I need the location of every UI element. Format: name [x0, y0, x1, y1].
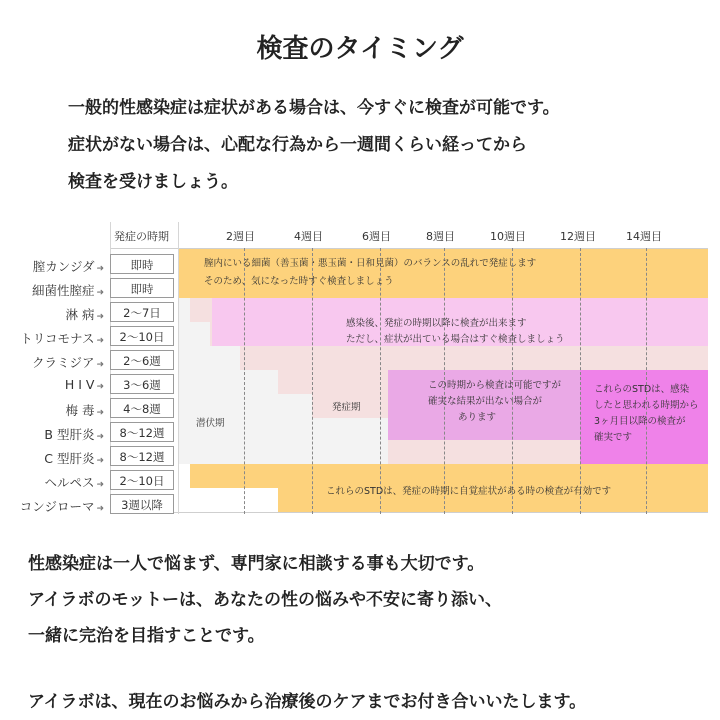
grid-line	[110, 248, 708, 249]
disease-label: H I V ➜	[64, 377, 104, 392]
onset-box: 8〜12週	[110, 446, 174, 466]
std-note: 確実です	[594, 432, 633, 443]
intro-line-3: 検査を受けましょう。	[68, 172, 238, 192]
arrow-icon: ➜	[96, 288, 104, 298]
disease-label: 膣カンジダ ➜	[32, 259, 104, 274]
page-title: 検査のタイミング	[256, 34, 464, 64]
onset-box: 8〜12週	[110, 422, 174, 442]
outro-line-4: アイラボは、現在のお悩みから治療後のケアまでお付き合いいたします。	[28, 692, 587, 712]
disease-label: 梅 毒 ➜	[65, 403, 104, 418]
disease-label: B 型肝炎 ➜	[44, 427, 104, 442]
onset-box: 即時	[110, 254, 174, 274]
onset-box: 2〜10日	[110, 326, 174, 346]
intro-line-2: 症状がない場合は、心配な行為から一週間くらい経ってから	[68, 135, 527, 155]
onset-box: 即時	[110, 278, 174, 298]
week-label: 8週目	[426, 230, 455, 243]
symptom-note: これらのSTDは、発症の時期に自覚症状がある時の検査が有効です	[326, 486, 612, 497]
uncertain-note: 確実な結果が出ない場合が	[428, 396, 543, 407]
onset-period-label: 発症期	[332, 402, 361, 413]
std-note: したと思われる時期から	[594, 400, 699, 411]
onset-box: 2〜6週	[110, 350, 174, 370]
week-line-12	[580, 248, 581, 514]
week-label: 4週目	[294, 230, 323, 243]
bacteria-note: 膣内にいる細菌（善玉菌・悪玉菌・日和見菌）のバランスの乱れで発症します	[204, 258, 537, 269]
onset-box: 2〜7日	[110, 302, 174, 322]
uncertain-note: この時期から検査は可能ですが	[428, 380, 562, 391]
outro-line-2: アイラボのモットーは、あなたの性の悩みや不安に寄り添い、	[28, 590, 502, 610]
disease-label: C 型肝炎 ➜	[44, 451, 104, 466]
week-label: 12週目	[560, 230, 596, 243]
arrow-icon: ➜	[96, 504, 104, 514]
bacteria-note: そのため、気になった時すぐ検査しましょう	[204, 276, 394, 287]
week-line-14	[646, 248, 647, 514]
week-label: 10週目	[490, 230, 526, 243]
onset-box: 3〜6週	[110, 374, 174, 394]
infection-note: ただし、症状が出ている場合はすぐ検査しましょう	[346, 334, 565, 345]
onset-box: 3週以降	[110, 494, 174, 514]
arrow-icon: ➜	[96, 408, 104, 418]
intro-line-1: 一般的性感染症は症状がある場合は、今すぐに検査が可能です。	[68, 98, 560, 118]
grid-line	[110, 512, 708, 513]
std-note: これらのSTDは、感染	[594, 384, 690, 395]
disease-label: トリコモナス ➜	[20, 331, 104, 346]
onset-box: 2〜10日	[110, 470, 174, 490]
std-note: 3ヶ月目以降の検査が	[594, 416, 686, 427]
arrow-icon: ➜	[96, 312, 104, 322]
week-label: 2週目	[226, 230, 255, 243]
onset-box: 4〜8週	[110, 398, 174, 418]
arrow-icon: ➜	[96, 382, 104, 392]
outro-line-1: 性感染症は一人で悩まず、専門家に相談する事も大切です。	[28, 554, 485, 574]
arrow-icon: ➜	[96, 432, 104, 442]
incubation-label: 潜伏期	[196, 418, 225, 429]
arrow-icon: ➜	[96, 264, 104, 274]
onset-header: 発症の時期	[114, 230, 169, 243]
infection-note: 感染後、発症の時期以降に検査が出来ます	[346, 318, 527, 329]
arrow-icon: ➜	[96, 360, 104, 370]
disease-label: コンジローマ ➜	[19, 499, 104, 514]
uncertain-note: あります	[458, 412, 497, 423]
grid-line	[178, 222, 179, 514]
outro-line-3: 一緒に完治を目指すことです。	[28, 626, 265, 646]
arrow-icon: ➜	[96, 456, 104, 466]
disease-label: 細菌性膣症 ➜	[31, 283, 104, 298]
week-label: 6週目	[362, 230, 391, 243]
arrow-icon: ➜	[96, 336, 104, 346]
disease-label: ヘルペス ➜	[44, 475, 104, 490]
disease-label: 淋 病 ➜	[65, 307, 104, 322]
week-label: 14週目	[626, 230, 662, 243]
onset-step-3	[240, 346, 708, 370]
disease-label: クラミジア ➜	[31, 355, 104, 370]
arrow-icon: ➜	[96, 480, 104, 490]
